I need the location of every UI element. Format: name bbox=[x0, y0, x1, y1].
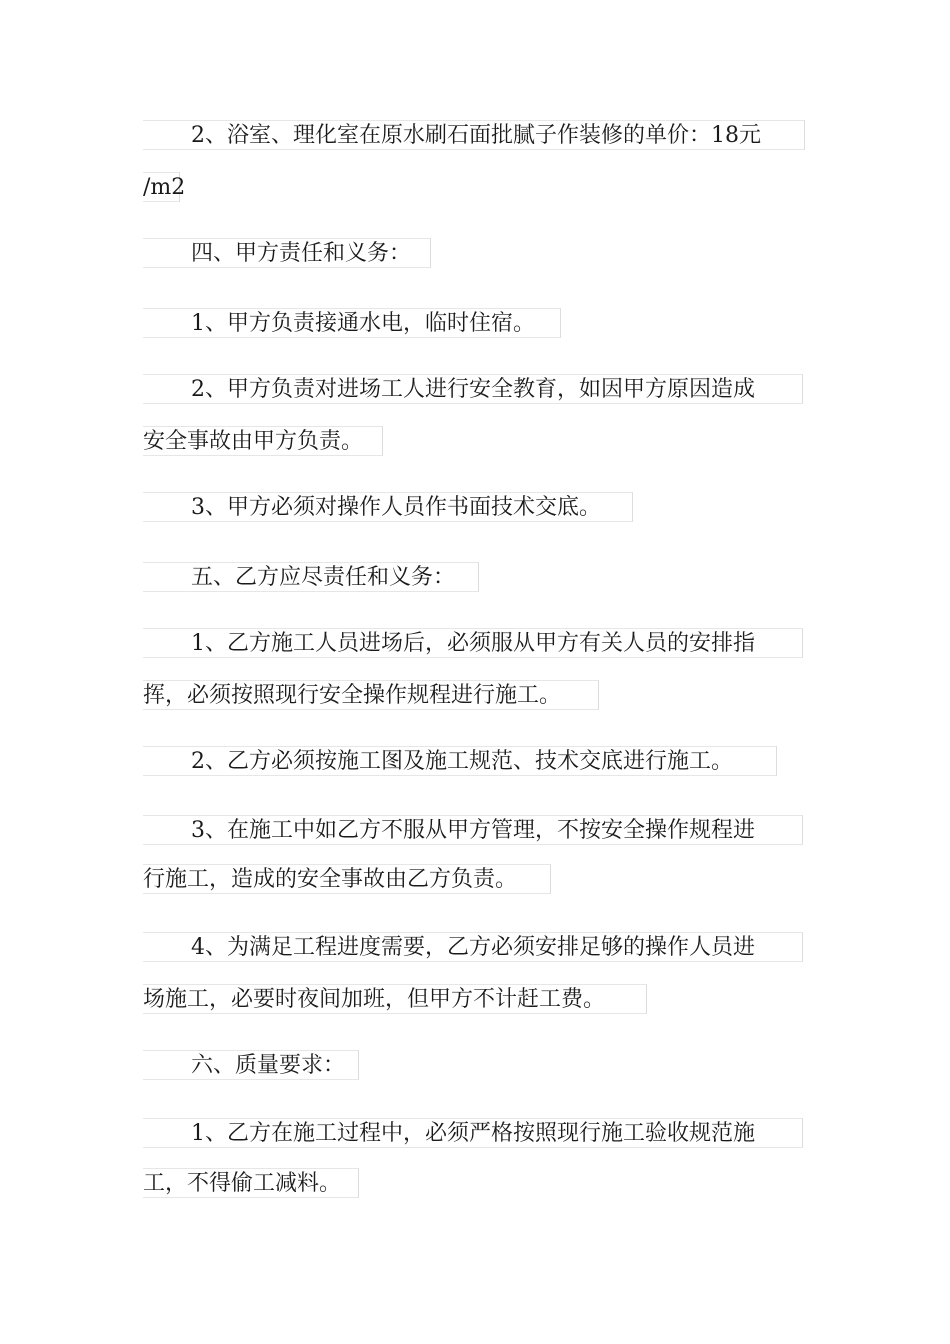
section-heading: 六、质量要求： bbox=[143, 1050, 359, 1080]
paragraph-line: 1、乙方在施工过程中，必须严格按照现行施工验收规范施 bbox=[143, 1118, 803, 1148]
paragraph-line: 3、在施工中如乙方不服从甲方管理，不按安全操作规程进 bbox=[143, 815, 803, 845]
paragraph-line: 3、甲方必须对操作人员作书面技术交底。 bbox=[143, 492, 633, 522]
paragraph-line: 1、甲方负责接通水电，临时住宿。 bbox=[143, 308, 561, 338]
section-heading: 五、乙方应尽责任和义务： bbox=[143, 562, 479, 592]
paragraph-line: 安全事故由甲方负责。 bbox=[143, 426, 383, 456]
paragraph-line: 挥，必须按照现行安全操作规程进行施工。 bbox=[143, 680, 599, 710]
paragraph-line: 4、为满足工程进度需要，乙方必须安排足够的操作人员进 bbox=[143, 932, 803, 962]
paragraph-line: 1、乙方施工人员进场后，必须服从甲方有关人员的安排指 bbox=[143, 628, 803, 658]
paragraph-line: 2、浴室、理化室在原水刷石面批腻子作装修的单价：18元 bbox=[143, 120, 805, 150]
paragraph-line: 工，不得偷工减料。 bbox=[143, 1168, 359, 1198]
section-heading: 四、甲方责任和义务： bbox=[143, 238, 431, 268]
paragraph-line: /m2 bbox=[143, 172, 180, 202]
paragraph-line: 2、甲方负责对进场工人进行安全教育，如因甲方原因造成 bbox=[143, 374, 803, 404]
paragraph-line: 行施工，造成的安全事故由乙方负责。 bbox=[143, 864, 551, 894]
paragraph-line: 场施工，必要时夜间加班，但甲方不计赶工费。 bbox=[143, 984, 647, 1014]
paragraph-line: 2、乙方必须按施工图及施工规范、技术交底进行施工。 bbox=[143, 746, 777, 776]
